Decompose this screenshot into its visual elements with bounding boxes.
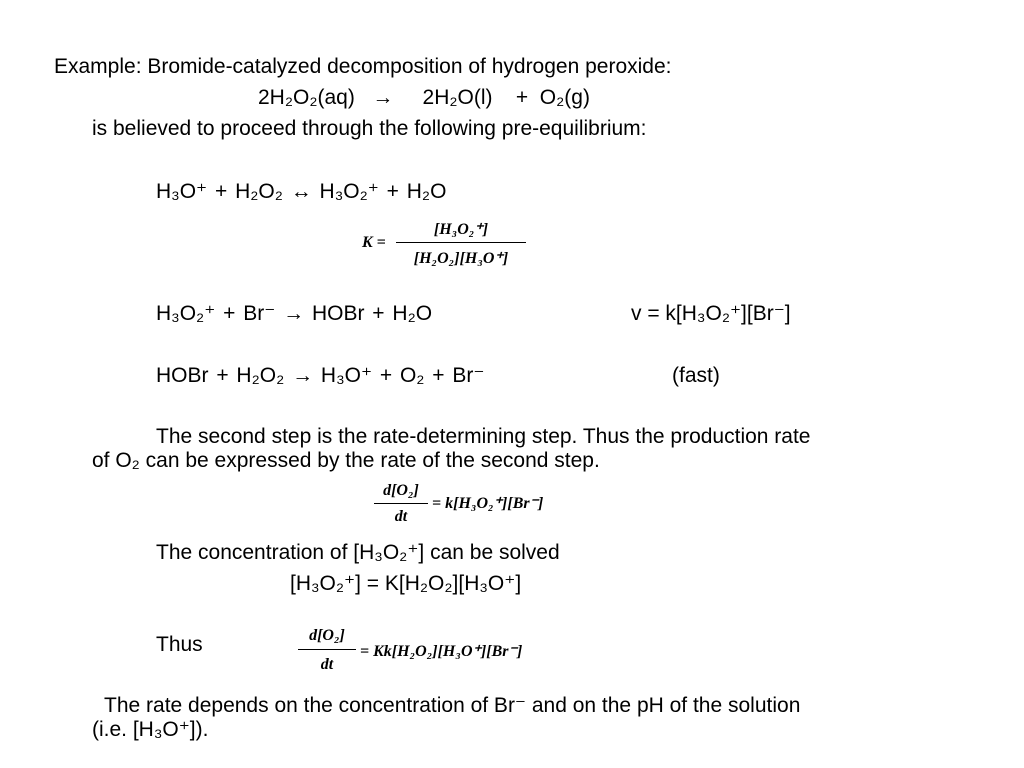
para1-line1: The second step is the rate-determining step. Thus the production rate — [156, 425, 811, 448]
rate2-numerator: d[O₂] — [309, 627, 345, 644]
k-denominator: [H₂O₂][H₃O⁺] — [413, 250, 509, 267]
step1-equation: H₃O⁺ + H₂O₂ ↔ H₃O₂⁺ + H₂O — [156, 180, 447, 203]
rate2-rhs: = Kk[H₂O₂][H₃O⁺][Br⁻] — [360, 643, 523, 660]
overall-product-water: 2H₂O(l) — [422, 86, 493, 109]
rate1-denominator: dt — [394, 508, 408, 525]
proceed-text: is believed to proceed through the following pre-equilibrium: — [92, 117, 647, 140]
step3-equation: HOBr + H₂O₂ → H₃O⁺ + O₂ + Br⁻ — [156, 364, 485, 387]
overall-equation — [258, 86, 590, 110]
para2-line1: The concentration of [H₃O₂⁺] can be solved — [156, 541, 560, 564]
rate2-fraction-bar — [298, 649, 356, 650]
conclusion-line2: (i.e. [H₃O⁺]). — [92, 718, 209, 741]
k-numerator: [H₃O₂⁺] — [433, 221, 489, 238]
rate1-numerator: d[O₂] — [383, 482, 419, 499]
rate1-rhs: = k[H₃O₂⁺][Br⁻] — [432, 495, 544, 512]
thus-label: Thus — [156, 633, 203, 656]
step2-equation: H₃O₂⁺ + Br⁻ → HOBr + H₂O — [156, 302, 433, 325]
overall-arrow: → — [372, 86, 394, 109]
step2-rate-law: v = k[H₃O₂⁺][Br⁻] — [631, 302, 791, 325]
k-fraction-bar — [396, 242, 526, 243]
overall-plus: + — [515, 86, 529, 109]
overall-reactants: 2H₂O₂(aq) — [258, 86, 355, 109]
overall-product-oxygen: O₂(g) — [539, 86, 590, 109]
rate2-denominator: dt — [320, 656, 334, 673]
example-heading: Example: Bromide-catalyzed decomposition of hydrogen peroxide: — [54, 55, 672, 78]
k-lhs: K = — [362, 234, 386, 251]
para1-line2: of O₂ can be expressed by the rate of the second step. — [92, 449, 600, 472]
rate1-fraction-bar — [374, 503, 428, 504]
conclusion-line1: The rate depends on the concentration of Br⁻ and on the pH of the solution — [104, 694, 801, 717]
step3-fast-note: (fast) — [672, 364, 720, 387]
para2-equation: [H₃O₂⁺] = K[H₂O₂][H₃O⁺] — [290, 572, 522, 595]
